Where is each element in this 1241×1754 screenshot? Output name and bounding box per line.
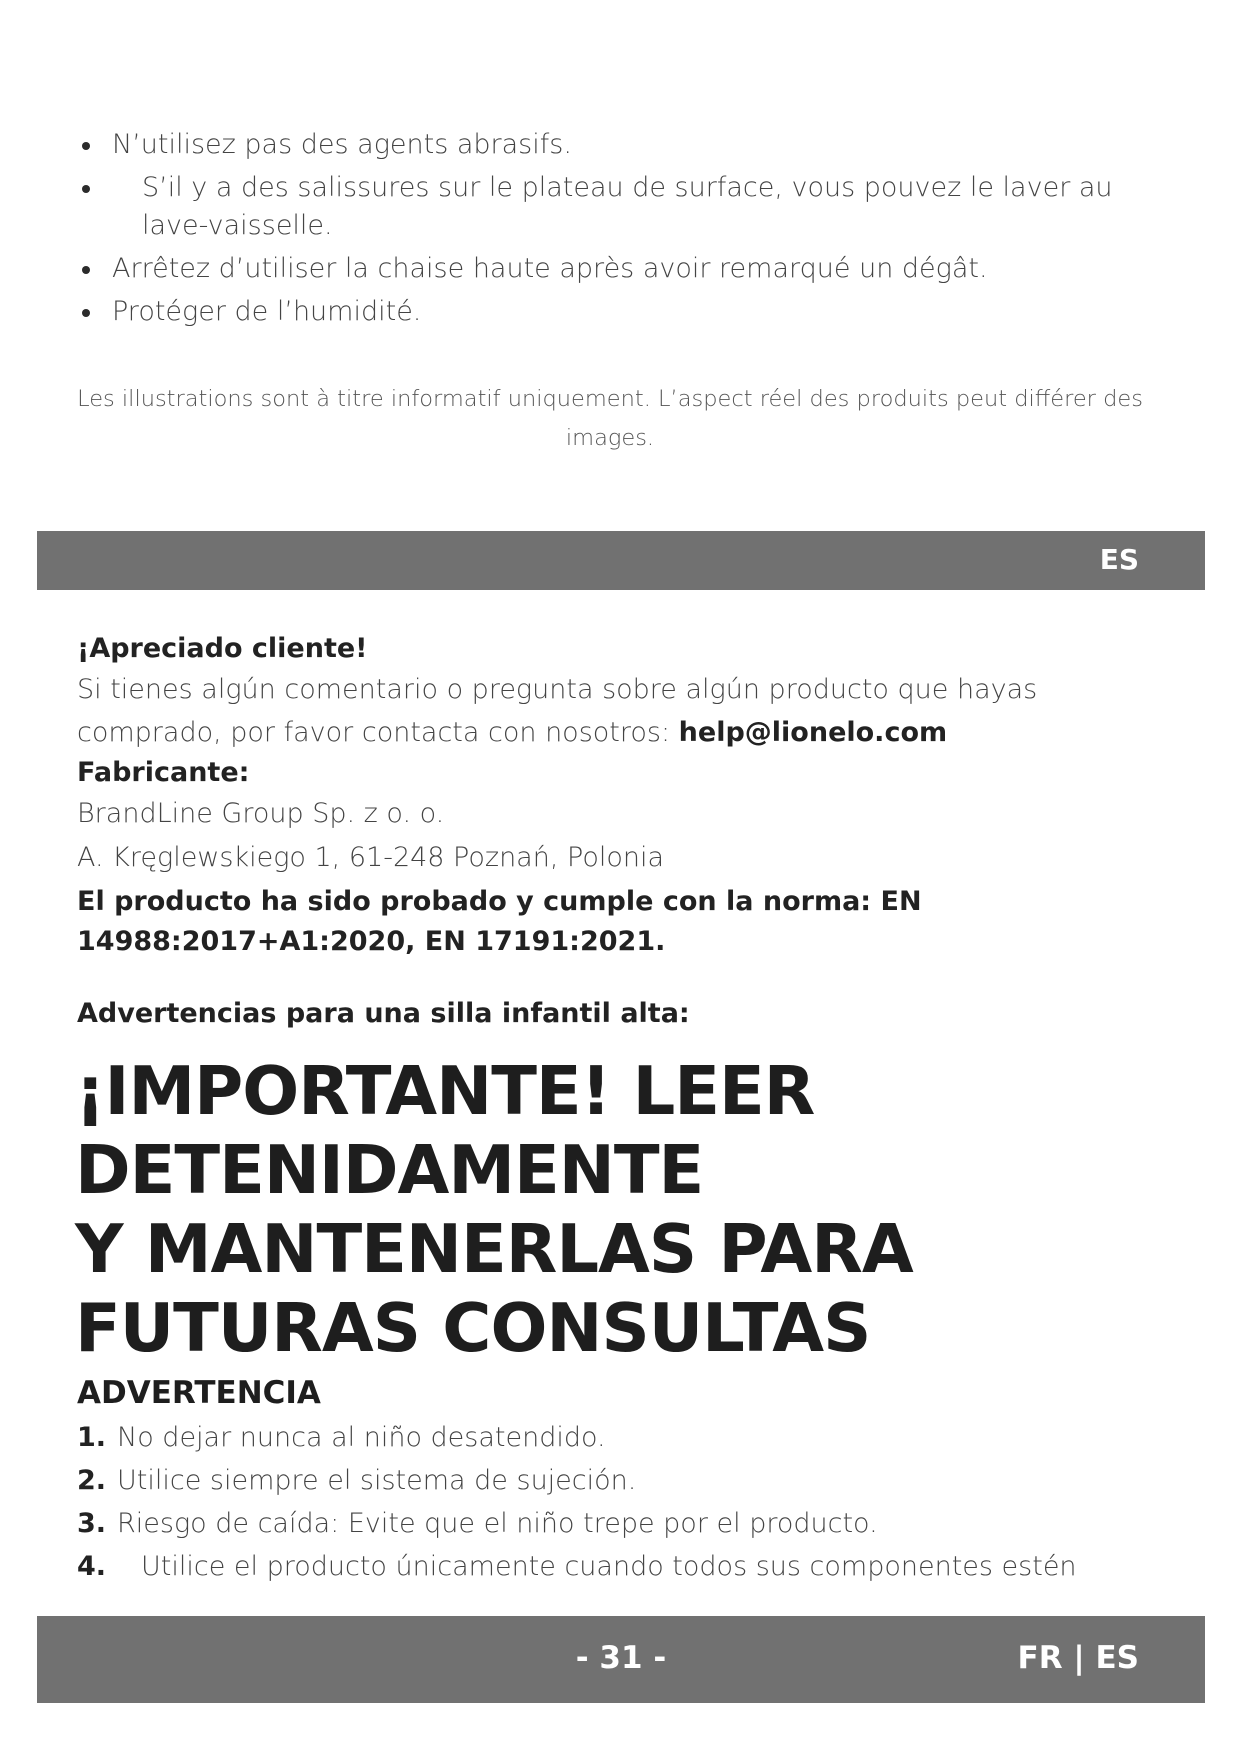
warning-number: 3.: [77, 1508, 107, 1539]
bullet-dot-icon: [82, 309, 90, 317]
manufacturer-address: A. Kręglewskiego 1, 61-248 Poznań, Polonia: [77, 842, 665, 873]
warning-list: [77, 1416, 1187, 1588]
warning-text: Utilice el producto únicamente cuando todos sus componentes estén: [141, 1551, 1077, 1582]
bullet-item: [80, 293, 1140, 331]
manufacturer-name: BrandLine Group Sp. z o. o.: [77, 798, 445, 829]
warning-text: Riesgo de caída: Evite que el niño trepe por el producto.: [117, 1508, 878, 1539]
bullet-dot-icon: [82, 266, 90, 274]
advertencia-heading: ADVERTENCIA: [77, 1375, 321, 1411]
fr-care-bullet-list: [80, 126, 1140, 336]
greeting: ¡Apreciado cliente!: [77, 633, 368, 664]
bullet-text: S’il y a des salissures sur le plateau de surface, vous pouvez le laver au lave-vaisselle.: [142, 172, 1113, 241]
footer-languages: FR | ES: [1017, 1640, 1139, 1676]
warning-item: [77, 1416, 1187, 1459]
norm-statement: El producto ha sido probado y cumple con la norma: EN 14988:2017+A1:2020, EN 17191:2021.: [77, 886, 922, 957]
es-contact-block: [77, 630, 1187, 962]
warning-text: Utilice siempre el sistema de sujeción.: [117, 1465, 637, 1496]
page-number: - 31 -: [575, 1640, 667, 1676]
contact-paragraph: [77, 668, 1187, 754]
warning-number: 1.: [77, 1422, 107, 1453]
illustration-disclaimer: Les illustrations sont à titre informatif uniquement. L’aspect réel des produits peut différer des images.: [77, 386, 1143, 451]
bullet-dot-icon: [82, 142, 90, 150]
important-heading-line: ¡IMPORTANTE! LEER: [75, 1052, 815, 1130]
important-heading: [75, 1052, 1195, 1368]
warning-item: [77, 1545, 1187, 1588]
warning-item: [77, 1502, 1187, 1545]
bullet-item: [80, 126, 1140, 164]
page-footer-bar: [37, 1616, 1205, 1703]
bullet-item: [80, 169, 1140, 245]
bullet-item: [80, 250, 1140, 288]
warnings-intro: Advertencias para una silla infantil alta:: [77, 998, 690, 1029]
bullet-text: N’utilisez pas des agents abrasifs.: [112, 129, 572, 160]
warning-text: No dejar nunca al niño desatendido.: [117, 1422, 606, 1453]
warning-number: 4.: [77, 1551, 107, 1582]
bullet-text: Protéger de l’humidité.: [112, 296, 422, 327]
section-header-bar: [37, 531, 1205, 590]
contact-email-link[interactable]: help@lionelo.com: [678, 717, 948, 748]
section-language-code: ES: [1099, 543, 1139, 576]
important-heading-line: FUTURAS CONSULTAS: [75, 1289, 871, 1367]
bullet-dot-icon: [82, 185, 90, 193]
warning-number: 2.: [77, 1465, 107, 1496]
important-heading-line: DETENIDAMENTE: [75, 1131, 704, 1209]
important-heading-line: Y MANTENERLAS PARA: [75, 1210, 913, 1288]
manufacturer-label: Fabricante:: [77, 757, 250, 788]
contact-text: Si tienes algún comentario o pregunta sobre algún producto que hayas comprado, por favor contacta con nosotros:: [77, 674, 1038, 748]
warning-item: [77, 1459, 1187, 1502]
bullet-text: Arrêtez d’utiliser la chaise haute après avoir remarqué un dégât.: [112, 253, 988, 284]
